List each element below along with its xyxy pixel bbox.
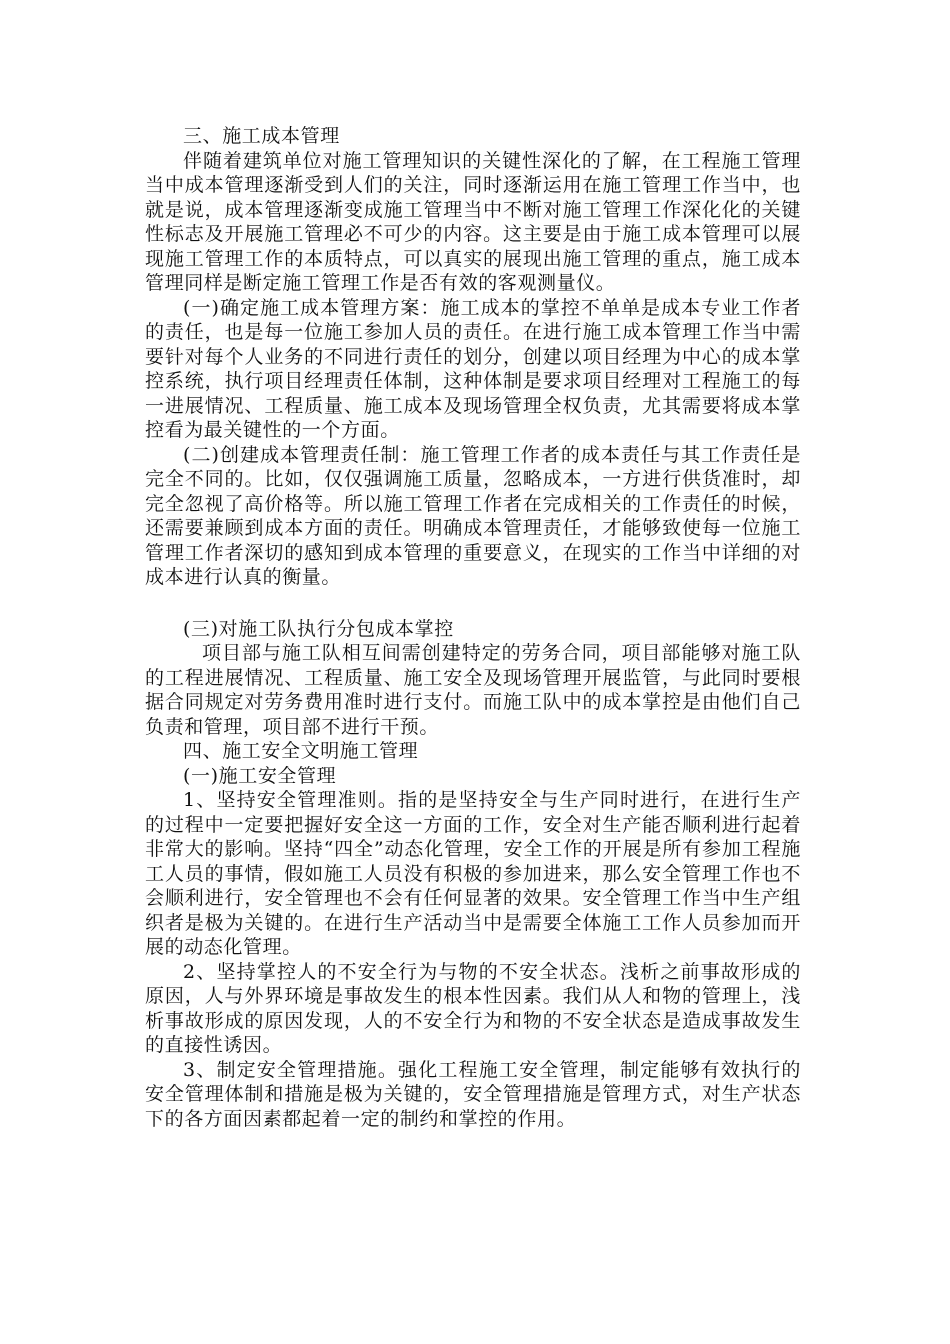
paragraph-spacer xyxy=(145,590,801,617)
paragraph-cost-management-intro: 伴随着建筑单位对施工管理知识的关键性深化的了解，在工程施工管理当中成本管理逐渐受到人们的关注，同时逐渐运用在施工管理工作当中，也就是说，成本管理逐渐变成施工管理当中不断对施工管理工作深化化的关键性标志及开展施工管理必不可少的内容。这主要是由于施工成本管理可以展现施工管理工作的本质特点，可以真实的展现出施工管理的重点，施工成本管理同样是断定施工管理工作是否有效的客观测量仪。 xyxy=(145,149,801,294)
subheading-construction-safety: (一)施工安全管理 xyxy=(183,764,337,787)
subheading-subcontract-cost: (三)对施工队执行分包成本掌控 xyxy=(183,617,454,640)
paragraph-unsafe-behavior: 2、坚持掌控人的不安全行为与物的不安全状态。浅析之前事故形成的原因，人与外界环境是事故发生的根本性因素。我们从人和物的管理上，浅析事故形成的原因发现，人的不安全行为和物的不安全状态是造成事故发生的直接性诱因。 xyxy=(145,960,801,1056)
section-heading-safety-management: 四、施工安全文明施工管理 xyxy=(183,740,419,762)
paragraph-subcontract-cost: 项目部与施工队相互间需创建特定的劳务合同，项目部能够对施工队的工程进展情况、工程质量、施工安全及现场管理开展监管，与此同时要根据合同规定对劳务费用准时进行支付。而施工队中的成本掌控是由他们自己负责和管理，项目部不进行干预。 xyxy=(145,642,801,738)
section-heading-cost-management: 三、施工成本管理 xyxy=(183,125,340,147)
paragraph-cost-responsibility: (二)创建成本管理责任制：施工管理工作者的成本责任与其工作责任是完全不同的。比如，仅仅强调施工质量，忽略成本，一方进行供货准时，却完全忽视了高价格等。所以施工管理工作者在完成相关的工作责任的时候，还需要兼顾到成本方面的责任。明确成本管理责任，才能够致使每一位施工管理工作者深切的感知到成本管理的重要意义，在现实的工作当中详细的对成本进行认真的衡量。 xyxy=(145,443,801,588)
paragraph-safety-measures: 3、制定安全管理措施。强化工程施工安全管理，制定能够有效执行的安全管理体制和措施是极为关键的，安全管理措施是管理方式，对生产状态下的各方面因素都起着一定的制约和掌控的作用。 xyxy=(145,1058,801,1130)
document-body xyxy=(145,124,801,1131)
paragraph-cost-plan: (一)确定施工成本管理方案：施工成本的掌控不单单是成本专业工作者的责任，也是每一位施工参加人员的责任。在进行施工成本管理工作当中需要针对每个人业务的不同进行责任的划分，创建以项目经理为中心的成本掌控系统，执行项目经理责任体制，这种体制是要求项目经理对工程施工的每一进展情况、工程质量、施工成本及现场管理全权负责，尤其需要将成本掌控看为最关键性的一个方面。 xyxy=(145,296,801,441)
paragraph-safety-principles: 1、坚持安全管理准则。指的是坚持安全与生产同时进行，在进行生产的过程中一定要把握好安全这一方面的工作，安全对生产能否顺利进行起着非常大的影响。坚持“四全”动态化管理，安全工作的开展是所有参加工程施工人员的事情，假如施工人员没有积极的参加进来，那么安全管理工作也不会顺利进行，安全管理也不会有任何显著的效果。安全管理工作当中生产组织者是极为关键的。在进行生产活动当中是需要全体施工工作人员参加而开展的动态化管理。 xyxy=(145,789,801,958)
